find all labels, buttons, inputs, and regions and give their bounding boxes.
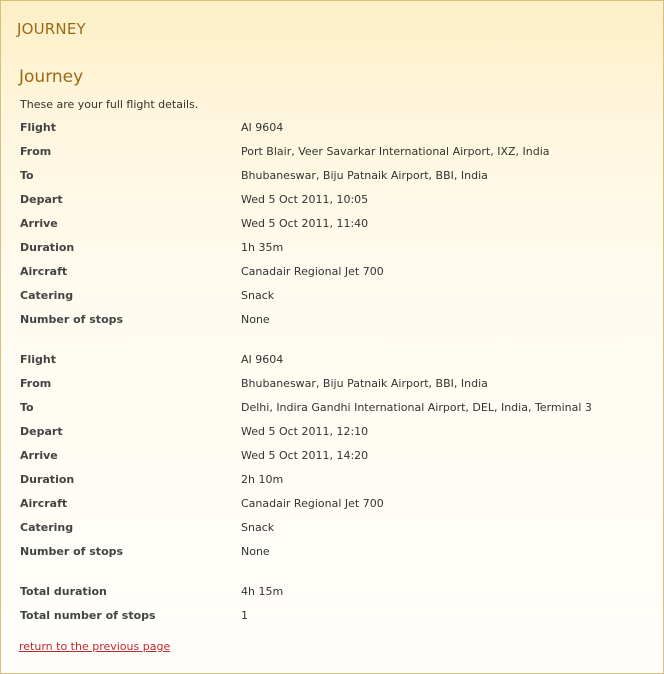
detail-label: Depart [20, 425, 63, 438]
detail-row-catering [20, 284, 650, 308]
detail-row-depart [20, 420, 650, 444]
detail-row-arrive [20, 444, 650, 468]
detail-row-depart [20, 188, 650, 212]
return-to-previous-page-link[interactable]: return to the previous page [19, 640, 171, 653]
detail-label: Total number of stops [20, 609, 156, 622]
detail-row-to [20, 164, 650, 188]
detail-value: AI 9604 [241, 353, 284, 366]
detail-label: Number of stops [20, 545, 124, 558]
flight-details [20, 116, 650, 628]
detail-row-arrive [20, 212, 650, 236]
detail-label: Arrive [20, 217, 58, 230]
detail-value: Snack [241, 289, 275, 302]
detail-value: Bhubaneswar, Biju Patnaik Airport, BBI, India [241, 377, 488, 390]
detail-value: Bhubaneswar, Biju Patnaik Airport, BBI, India [241, 169, 488, 182]
detail-value: Canadair Regional Jet 700 [241, 497, 384, 510]
intro-text: These are your full flight details. [20, 98, 199, 111]
detail-row-from [20, 372, 650, 396]
detail-value: None [241, 313, 270, 326]
detail-value: Wed 5 Oct 2011, 11:40 [241, 217, 369, 230]
flight-segment-2 [20, 348, 650, 564]
detail-label: From [20, 377, 52, 390]
detail-row-duration [20, 236, 650, 260]
detail-label: Duration [20, 473, 75, 486]
detail-row-to [20, 396, 650, 420]
detail-value: Canadair Regional Jet 700 [241, 265, 384, 278]
flight-segment-1 [20, 116, 650, 332]
segment-spacer [20, 332, 650, 348]
detail-value: Port Blair, Veer Savarkar International Airport, IXZ, India [241, 145, 550, 158]
detail-label: Aircraft [20, 497, 68, 510]
section-title: Journey [19, 67, 84, 87]
journey-totals [20, 580, 650, 628]
detail-row-flight [20, 116, 650, 140]
detail-label: Flight [20, 121, 57, 134]
detail-row-from [20, 140, 650, 164]
detail-label: Flight [20, 353, 57, 366]
detail-value: Wed 5 Oct 2011, 12:10 [241, 425, 369, 438]
detail-label: Number of stops [20, 313, 124, 326]
total-duration-row [20, 580, 650, 604]
detail-label: Depart [20, 193, 63, 206]
detail-row-stops [20, 540, 650, 564]
detail-row-duration [20, 468, 650, 492]
detail-value: Snack [241, 521, 275, 534]
detail-label: Arrive [20, 449, 58, 462]
detail-value: Wed 5 Oct 2011, 14:20 [241, 449, 369, 462]
detail-value: None [241, 545, 270, 558]
detail-row-catering [20, 516, 650, 540]
detail-value: AI 9604 [241, 121, 284, 134]
detail-row-aircraft [20, 260, 650, 284]
detail-label: Catering [20, 289, 74, 302]
page-heading: JOURNEY [17, 20, 86, 38]
detail-label: Aircraft [20, 265, 68, 278]
detail-row-aircraft [20, 492, 650, 516]
detail-label: To [20, 169, 34, 182]
detail-label: To [20, 401, 34, 414]
detail-value: 2h 10m [241, 473, 284, 486]
detail-label: From [20, 145, 52, 158]
detail-row-flight [20, 348, 650, 372]
detail-label: Duration [20, 241, 75, 254]
detail-row-stops [20, 308, 650, 332]
detail-value: Wed 5 Oct 2011, 10:05 [241, 193, 369, 206]
detail-value: 4h 15m [241, 585, 284, 598]
segment-spacer [20, 564, 650, 580]
detail-value: Delhi, Indira Gandhi International Airport, DEL, India, Terminal 3 [241, 401, 592, 414]
detail-label: Catering [20, 521, 74, 534]
detail-label: Total duration [20, 585, 107, 598]
detail-value: 1 [241, 609, 248, 622]
detail-value: 1h 35m [241, 241, 284, 254]
total-stops-row [20, 604, 650, 628]
